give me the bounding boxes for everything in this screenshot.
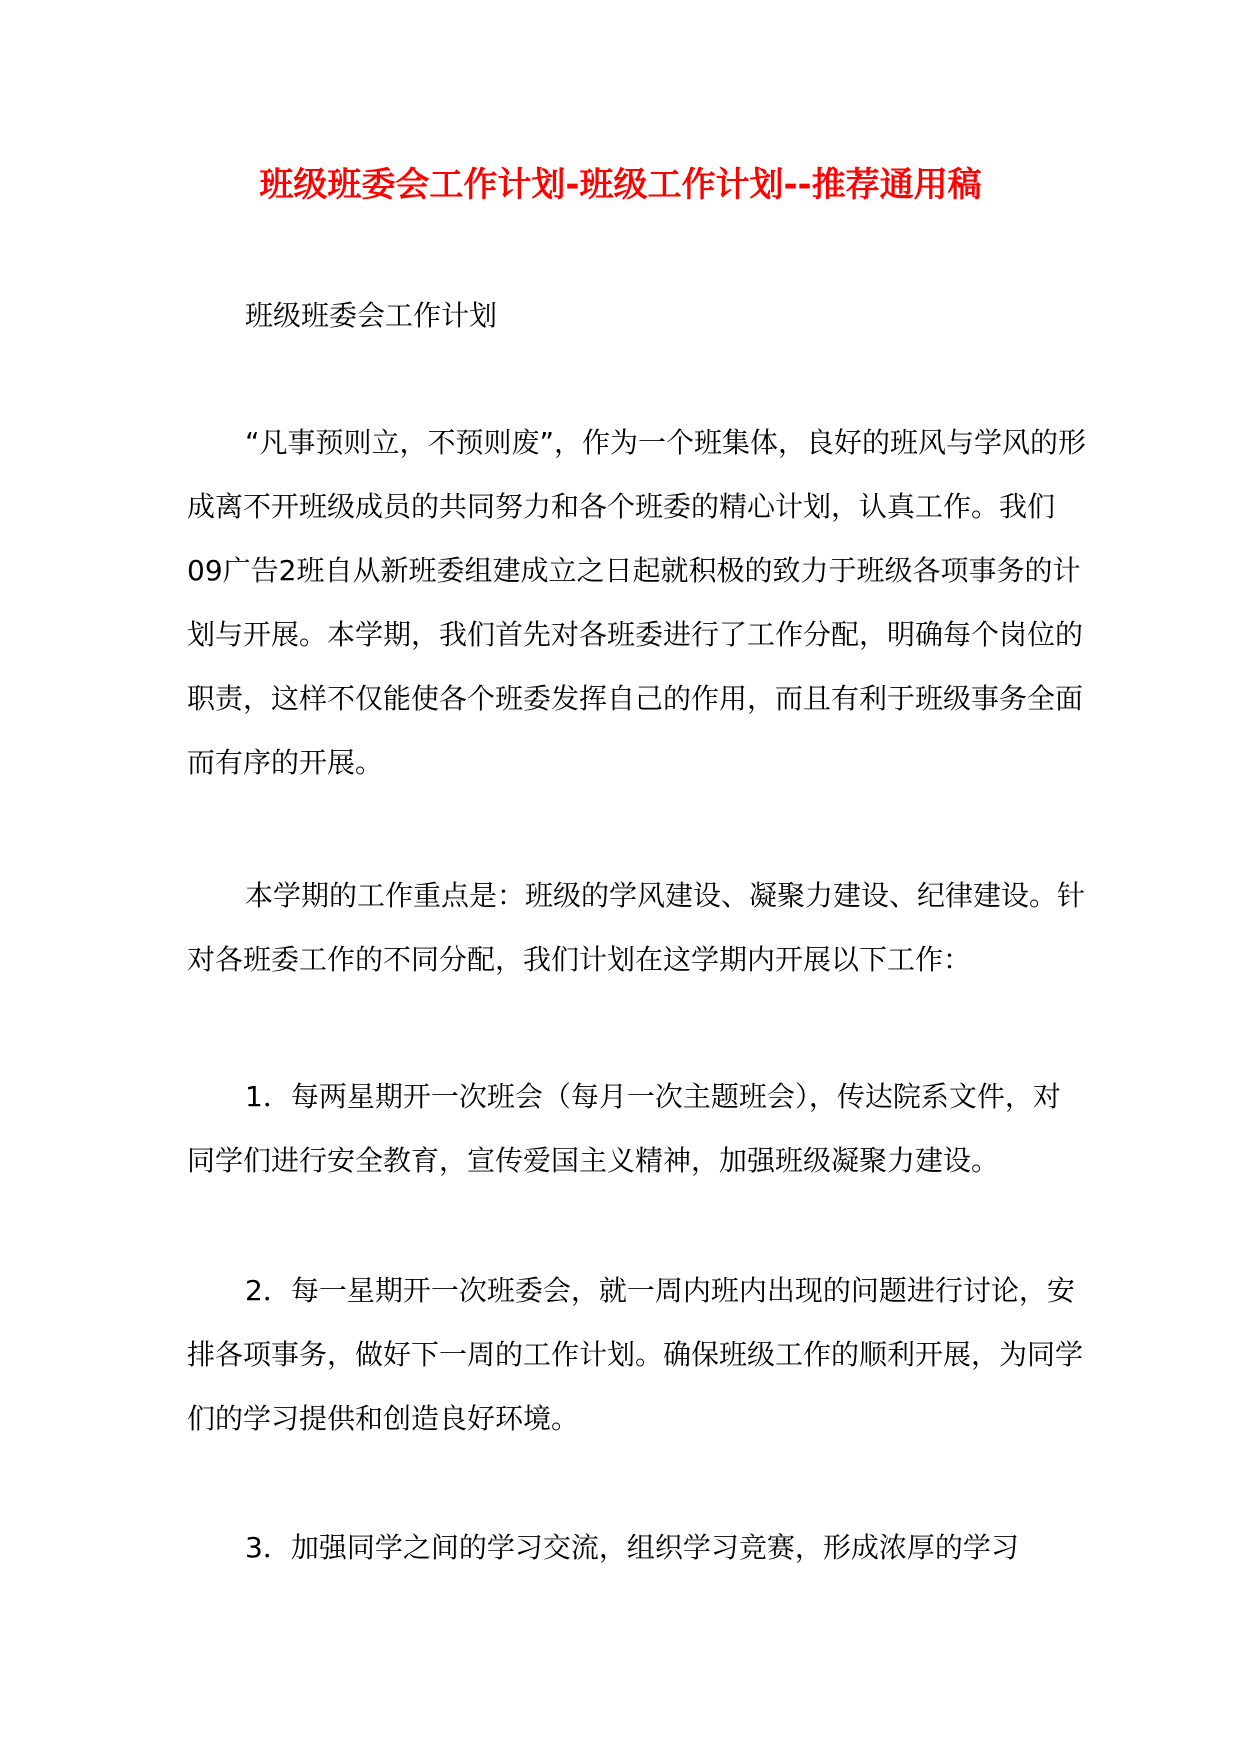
paragraph-item-3: 3．加强同学之间的学习交流，组织学习竞赛，形成浓厚的学习 (245, 1531, 1019, 1564)
paragraph-focus: 本学期的工作重点是：班级的学风建设、凝聚力建设、纪律建设。针对各班委工作的不同分配，我们计划在这学期内开展以下工作： (187, 879, 1086, 976)
paragraph-item-2: 2．每一星期开一次班委会，就一周内班内出现的问题进行讨论，安排各项事务，做好下一周的工作计划。确保班级工作的顺利开展，为同学们的学习提供和创造良好环境。 (187, 1274, 1084, 1435)
document-title: 班级班委会工作计划-班级工作计划--推荐通用稿 (259, 165, 982, 205)
paragraph-intro: “凡事预则立，不预则废”，作为一个班集体，良好的班风与学风的形成离不开班级成员的共同努力和各个班委的精心计划，认真工作。我们09广告2班自从新班委组建成立之日起就积极的致力于班级各项事务的计划与开展。本学期，我们首先对各班委进行了工作分配，明确每个岗位的职责，这样不仅能使各个班委发挥自己的作用，而且有利于班级事务全面而有序的开展。 (187, 426, 1087, 779)
paragraph-item-1: 1．每两星期开一次班会（每月一次主题班会），传达院系文件，对同学们进行安全教育，宣传爱国主义精神，加强班级凝聚力建设。 (187, 1080, 1061, 1177)
document-subtitle: 班级班委会工作计划 (245, 299, 498, 332)
